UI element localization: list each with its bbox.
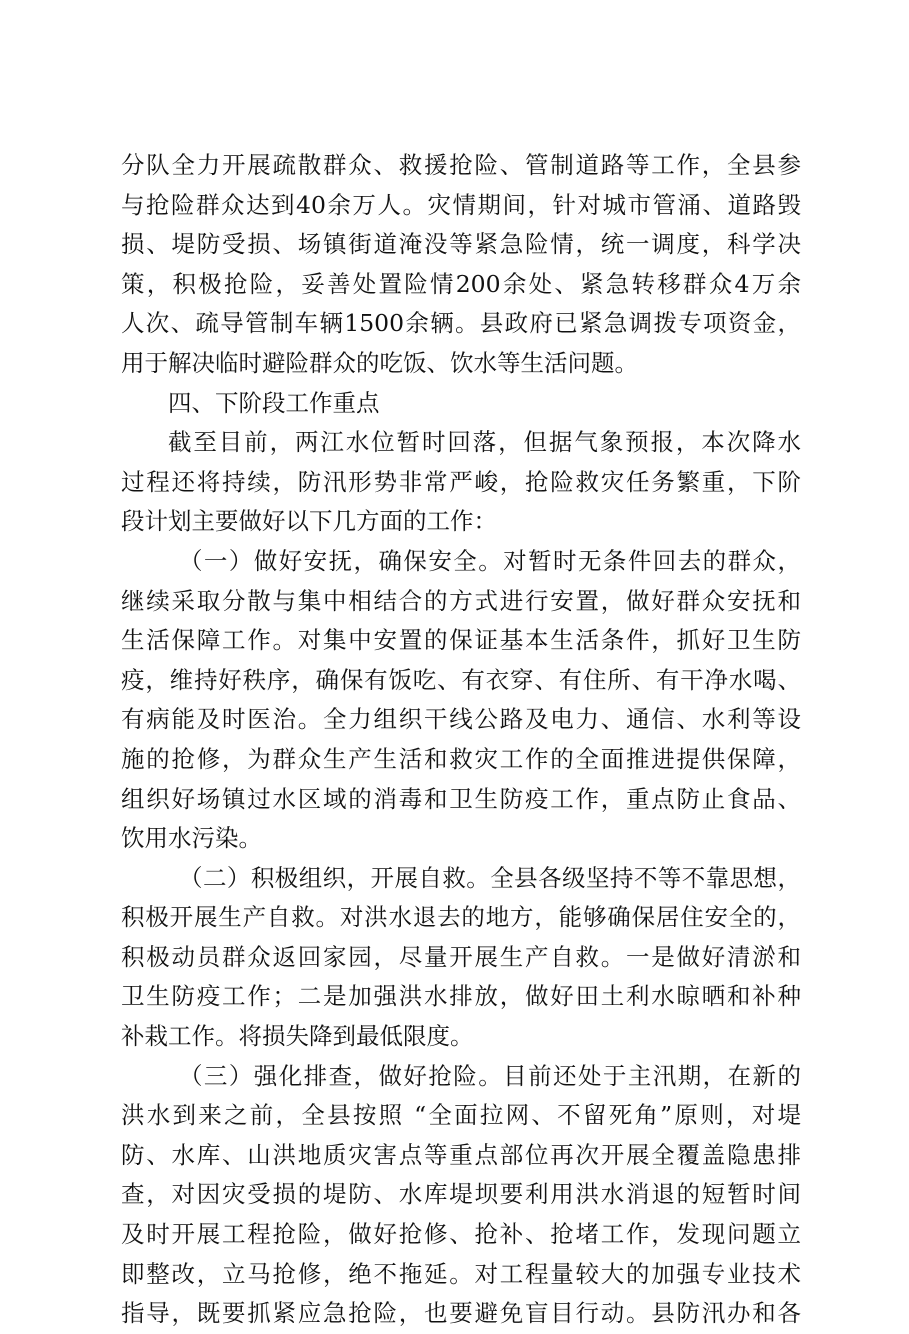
text-line: 疫，维持好秩序，确保有饭吃、有衣穿、有住所、有干净水喝、 [121,665,801,694]
text-line: 指导，既要抓紧应急抢险，也要避免盲目行动。县防汛办和各 [121,1299,801,1328]
text-line: 继续采取分散与集中相结合的方式进行安置，做好群众安抚和 [121,586,801,615]
text-line: 人次、疏导管制车辆1500余辆。县政府已紧急调拨专项资金， [121,309,801,338]
text-line: 损、堤防受损、场镇街道淹没等紧急险情，统一调度，科学决 [121,230,801,259]
text-line: 卫生防疫工作；二是加强洪水排放，做好田土利水晾晒和补种 [121,982,801,1011]
text-line: 分队全力开展疏散群众、救援抢险、管制道路等工作，全县参 [121,151,801,179]
text-line: （二）积极组织，开展自救。全县各级坚持不等不靠思想， [179,863,801,892]
text-line: 与抢险群众达到40余万人。灾情期间，针对城市管涌、道路毁 [121,190,801,219]
document-body [121,146,801,1334]
text-line: （一）做好安抚，确保安全。对暂时无条件回去的群众， [179,546,801,575]
text-line: 生活保障工作。对集中安置的保证基本生活条件，抓好卫生防 [121,626,801,655]
text-line: 四、下阶段工作重点 [168,388,380,417]
text-line: 补栽工作。将损失降到最低限度。 [121,1022,474,1051]
text-line: 防、水库、山洪地质灾害点等重点部位再次开展全覆盖隐患排 [121,1140,801,1169]
text-line: （三）强化排查，做好抢险。目前还处于主汛期，在新的 [179,1061,801,1090]
text-line: 有病能及时医治。全力组织干线公路及电力、通信、水利等设 [121,705,801,734]
text-line: 及时开展工程抢险，做好抢修、抢补、抢堵工作，发现问题立 [121,1220,801,1249]
text-line: 截至目前，两江水位暂时回落，但据气象预报，本次降水 [168,428,801,457]
text-line: 洪水到来之前，全县按照 “全面拉网、不留死角”原则，对堤 [121,1101,801,1130]
text-line: 段计划主要做好以下几方面的工作： [121,507,497,536]
text-line: 组织好场镇过水区域的消毒和卫生防疫工作，重点防止食品、 [121,784,801,813]
text-line: 饮用水污染。 [121,824,262,853]
text-line: 用于解决临时避险群众的吃饭、饮水等生活问题。 [121,348,638,377]
text-line: 即整改，立马抢修，绝不拖延。对工程量较大的加强专业技术 [121,1259,801,1288]
text-line: 施的抢修，为群众生产生活和救灾工作的全面推进提供保障， [121,744,801,773]
text-line: 查，对因灾受损的堤防、水库堤坝要利用洪水消退的短暂时间 [121,1180,801,1209]
text-line: 策，积极抢险，妥善处置险情200余处、紧急转移群众4万余 [121,269,801,298]
text-line: 过程还将持续，防汛形势非常严峻，抢险救灾任务繁重，下阶 [121,467,801,496]
text-line: 积极动员群众返回家园，尽量开展生产自救。一是做好清淤和 [121,942,801,971]
text-line: 积极开展生产自救。对洪水退去的地方，能够确保居住安全的， [121,903,801,932]
